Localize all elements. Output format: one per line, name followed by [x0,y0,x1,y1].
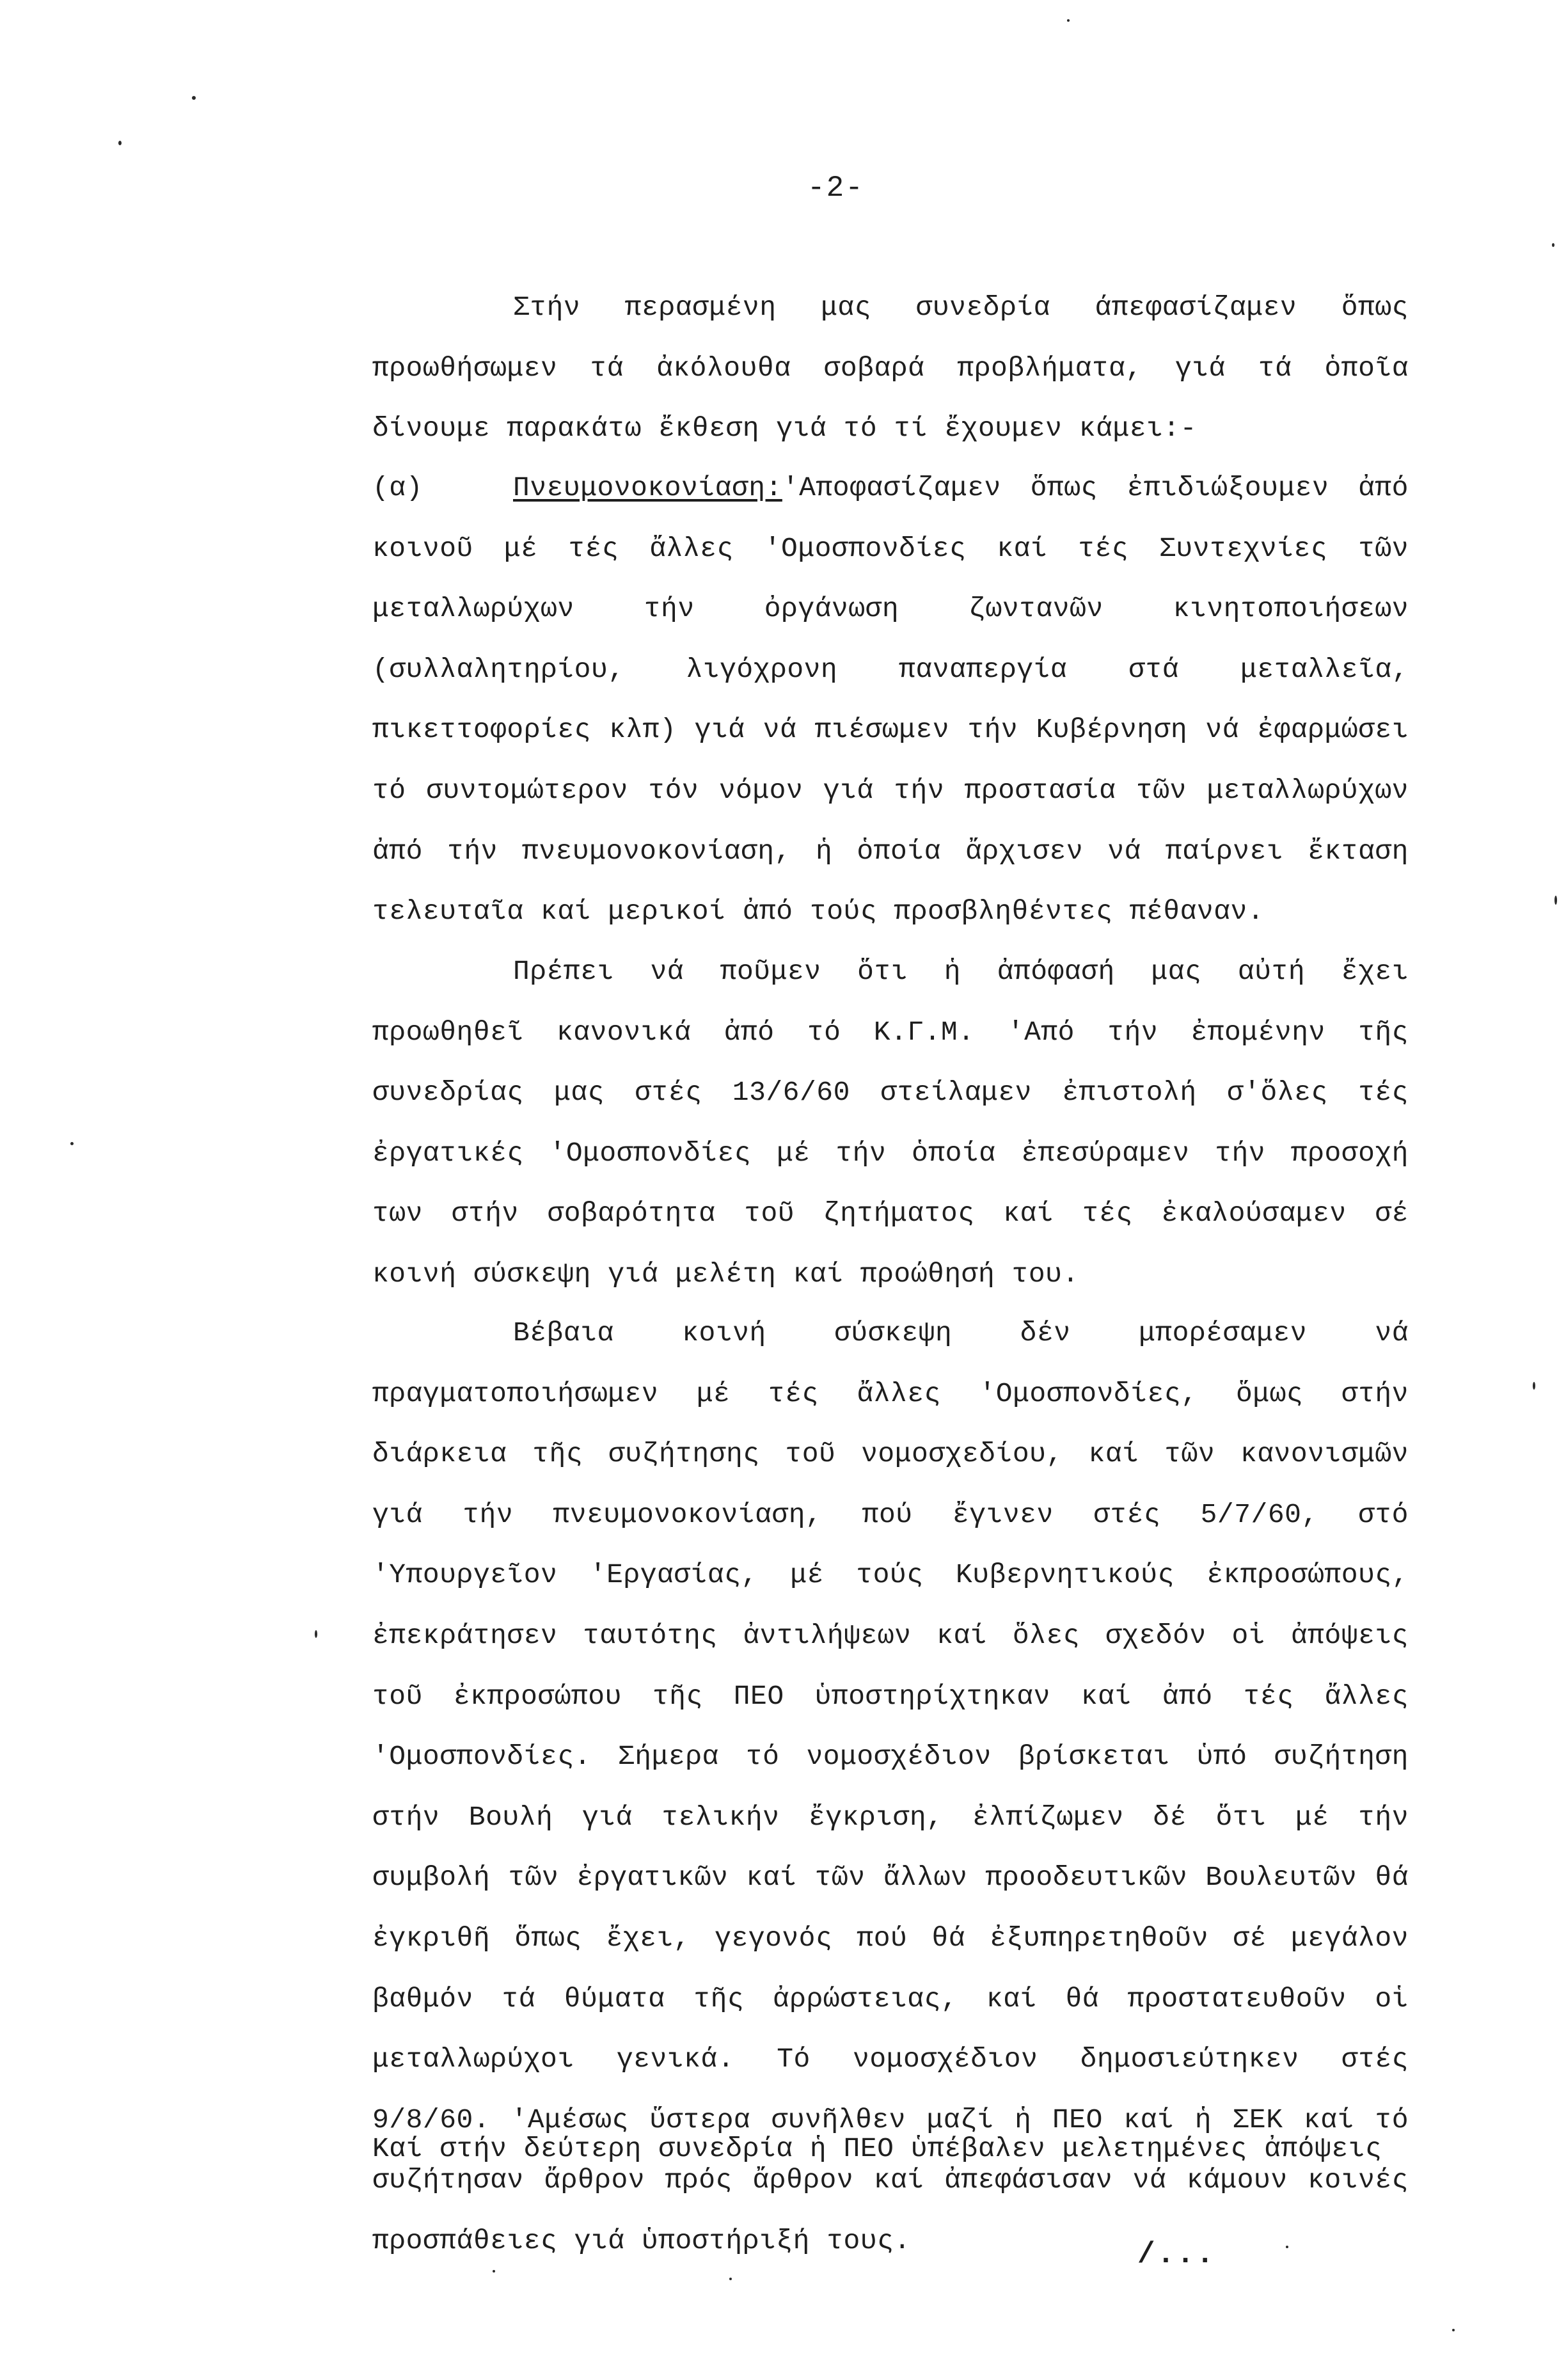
continuation-mark: /... [1137,2238,1216,2271]
scan-speck [118,141,122,145]
paragraph-joint-meeting: Βέβαια κοινή σύσκεψη δέν μπορέσαμεν νά πραγματοποιήσωμεν μέ τές ἄλλες 'Ομοσπονδίες, ὅμως στήν διάρκεια τῆς συζήτησης τοῦ νομοσχεδίου, καί τῶν κανονισμῶν γιά τήν πνευμονοκονίαση, πού ἔγινεν στές 5/7/60, στό 'Υπουργεῖον 'Εργασίας, μέ τούς Κυβερνητικούς ἐκπροσώπους, ἐπεκράτησεν ταυτότης ἀντιλήψεων καί ὅλες σχεδόν οἱ ἀπόψεις τοῦ ἐκπροσώπου τῆς ΠΕΟ ὑποστηρίχτηκαν καί ἀπό τές ἄλλες 'Ομοσπονδίες. Σήμερα τό νομοσχέδιον βρίσκεται ὑπό συζήτηση στήν Βουλή γιά τελικήν ἔγκριση, ἐλπίζωμεν δέ ὅτι μέ τήν συμβολή τῶν ἐργατικῶν καί τῶν ἄλλων προοδευτικῶν Βουλευτῶν θά ἐγκριθῆ ὅπως ἔχει, γεγονός πού θά ἐξυπηρετηθοῦν σέ μεγάλον βαθμόν τά θύματα τῆς ἀρρώστειας, καί θά προστατευθοῦν οἱ μεταλλωρύχοι γενικά. Τό νομοσχέδιον δημοσιεύτηκεν στές 9/8/60. 'Αμέσως ὕστερα συνῆλθεν μαζί ἡ ΠΕΟ καί ἡ ΣΕΚ καί τό συζήτησαν ἄρθρον πρός ἄρθρον καί ἀπεφάσισαν νά κάμουν κοινές προσπάθειες γιά ὑποστήριξή τους. [372,1317,1409,2257]
paragraph-pneumoconiosis [372,458,1409,942]
scan-speck [1452,2329,1455,2331]
scan-speck [729,2278,732,2280]
scan-speck [493,2270,495,2273]
paragraph-promotion: Πρέπει νά ποῦμεν ὅτι ἡ ἀπόφασή μας αὐτή ἔχει προωθηθεῖ κανονικά ἀπό τό Κ.Γ.Μ. 'Από τήν ἐπομένην τῆς συνεδρίας μας στές 13/6/60 στείλαμεν ἐπιστολή σ'ὅλες τές ἐργατικές 'Ομοσπονδίες μέ τήν ὁποία ἐπεσύραμεν τήν προσοχή των στήν σοβαρότητα τοῦ ζητήματος καί τές ἐκαλούσαμεν σέ κοινή σύσκεψη γιά μελέτη καί προώθησή του. [372,956,1409,1290]
scan-speck [1554,896,1557,905]
scan-speck [1533,1382,1535,1390]
page-number: -2- [807,171,864,205]
scan-speck [1286,2246,1288,2248]
item-label: (α) [372,472,423,504]
paragraph-second-session: Καί στήν δεύτερη συνεδρία ἡ ΠΕΟ ὑπέβαλεν μελετημένες ἀπόψεις [372,2133,1382,2164]
item-body: 'Αποφασίζαμεν ὅπως ἐπιδιώξουμεν ἀπό κοινοῦ μέ τές ἄλλες 'Ομοσπονδίες καί τές Συντεχνίες τῶν μεταλλωρύχων τήν ὀργάνωση ζωντανῶν κινητοποιήσεων (συλλαλητηρίου, λιγόχρονη παναπεργία στά μεταλλεῖα, πικεττοφορίες κλπ) γιά νά πιέσωμεν τήν Κυβέρνηση νά ἐφαρμώσει τό συντομώτερον τόν νόμον γιά τήν προστασία τῶν μεταλλωρύχων ἀπό τήν πνευμονοκονίαση, ἡ ὁποία ἄρχισεν νά παίρνει ἔκταση τελευταῖα καί μερικοί ἀπό τούς προσβληθέντες πέθαναν. [372,472,1409,928]
item-heading: Πνευμονοκονίαση: [513,472,782,504]
scan-speck [315,1630,317,1638]
scan-speck [1552,243,1554,247]
scan-speck [70,1142,74,1145]
paragraph-intro: Στήν περασμένη μας συνεδρία άπεφασίζαμεν ὅπως προωθήσωμεν τά ἀκόλουθα σοβαρά προβλήματα, γιά τά ὁποῖα δίνουμε παρακάτω ἔκθεση γιά τό τί ἔχουμεν κάμει:- [372,292,1409,445]
scan-speck [192,96,196,100]
scan-speck [1067,19,1070,22]
